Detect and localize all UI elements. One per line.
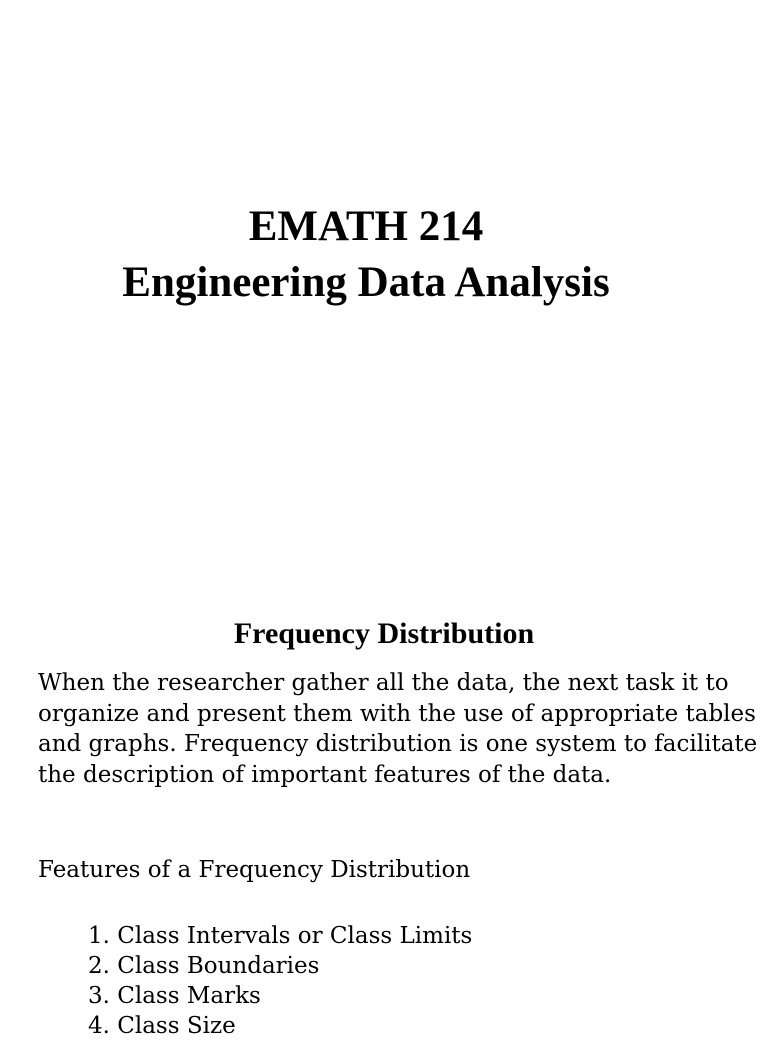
section-heading: Frequency Distribution [233, 617, 535, 650]
feature-item: 2. Class Boundaries [88, 953, 320, 979]
intro-paragraph: When the researcher gather all the data, the next task it to organize and present them with the use of appropriate tables and graphs. Frequency distribution is one system to facilitate the description of important features of the data. [38, 670, 758, 788]
feature-item: 4. Class Size [88, 1013, 236, 1039]
course-name-title: Engineering Data Analysis [122, 259, 610, 306]
feature-item: 1. Class Intervals or Class Limits [88, 923, 473, 949]
features-label: Features of a Frequency Distribution [38, 857, 471, 883]
course-code-title: EMATH 214 [248, 203, 484, 250]
feature-item: 3. Class Marks [88, 983, 261, 1009]
feature-list [88, 921, 728, 1041]
